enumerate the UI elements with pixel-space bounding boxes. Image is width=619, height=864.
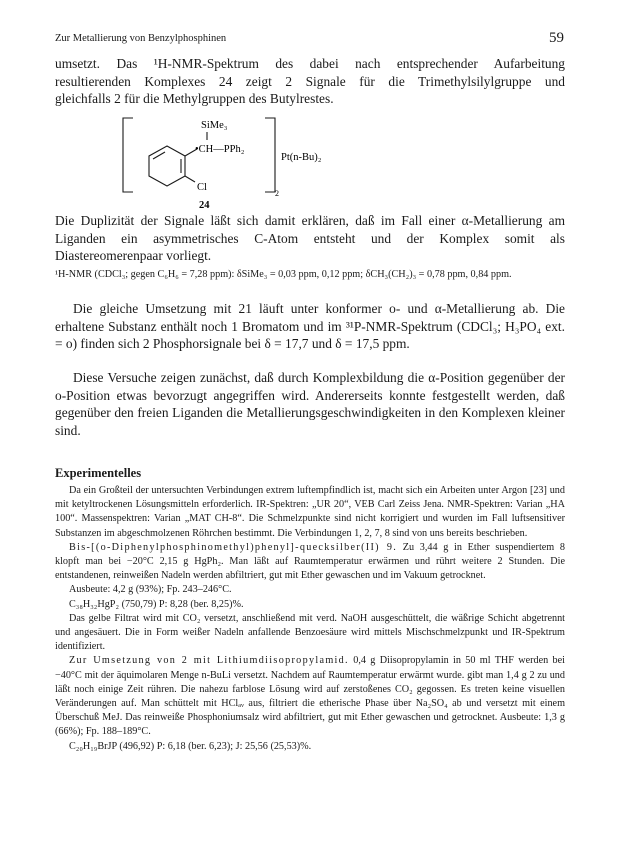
- nmr-note: ¹H-NMR (CDCl₃; gegen C₆H₆ = 7,28 ppm): δSiMe₃ = 0,03 ppm, 0,12 ppm; δCH₃(CH₂)₃ = 0,78 ppm, 0,84 ppm.: [55, 269, 512, 280]
- section-heading: Experimentelles: [55, 466, 142, 480]
- paragraph-reaction-21: Die gleiche Umsetzung mit 21 läuft unter konformer o- und α-Metallierung ab. Die erhaltene Substanz enthält noch 1 Bromatom und im ³¹P-NMR-Spektrum (CDCl₃; H₃PO₄ ext. = o) finden sich 2 Phosphorsignale bei δ = 17,7 und δ = 17,5 ppm.: [55, 301, 565, 352]
- bracket-right: [265, 118, 275, 192]
- chemical-structure-24: [115, 110, 355, 210]
- bracket-left: [123, 118, 133, 192]
- paragraph-intro: [55, 55, 565, 108]
- paragraph-duplicity: Die Duplizität der Signale läßt sich damit erklären, daß im Fall einer α-Metallierung am Liganden ein asymmetrisches C-Atom entsteht und der Komplex somit als Diastereomerenpaar vorliegt.: [55, 213, 565, 264]
- compound-number: 24: [199, 200, 210, 210]
- experimental-paragraph: [55, 541, 565, 584]
- paragraph-line: umsetzt. Das ¹H-NMR-Spektrum des dabei nach entsprechender Aufarbeitung: [55, 56, 565, 71]
- procedure-text: Zu 3,44 g in Ether suspendiertem 8 klopft man bei −20°C 2,15 g HgPh₂. Man läßt auf Raumtemperatur erwärmen und rührt weitere 2 Stunden. Die entstandenen, reinweißen Nadeln werden abfiltriert, gut mit Ether gewaschen und im Vakuum getrocknet.: [55, 541, 566, 582]
- experimental-section: [55, 484, 565, 754]
- procedure-title: Zur Umsetzung von 2 mit Lithiumdiisopropylamid.: [69, 655, 349, 667]
- procedure-text: 0,4 g Diisopropylamin in 50 ml THF werden bei −40°C mit der äquimolaren Menge n-BuLi versetzt. Nachdem auf Raumtemperatur erwärmt wurde. gibt man 1,4 g 2 zu und läßt noch einige Zeit rühren. Die nahezu farblose Lösung wird auf zerstoßenes CO₂ gegossen. Es treten keine visuellen Veränderungen auf. Man schüttelt mit HClₐᵥ aus, filtriert die etherische Phase über Na₂SO₄ ab und versetzt mit einem Überschuß MeJ. Das reinweiße Phosphoniumsalz wird abfiltriert, gut mit Ether gewaschen und getrocknet. Ausbeute: 1,3 g (66%); Fp. 188–189°C.: [55, 655, 566, 738]
- paragraph-line: gleichfalls 2 für die Methylgruppen des Butylrestes.: [55, 91, 334, 107]
- analysis-line: C₂₀H₁₉BrJP (496,92) P: 6,18 (ber. 6,23); J: 25,56 (25,53)%.: [69, 740, 312, 752]
- cl-label: Cl: [197, 182, 207, 193]
- paragraph-conclusion: Diese Versuche zeigen zunächst, daß durch Komplexbildung die α-Position gegenüber der o-Position etwas bevorzugt angegriffen wird. Andererseits konnte festgestellt werden, daß gegenüber den freien Liganden die Metallierungsgeschwindigkeiten in den Komplexen kleiner sind.: [55, 370, 565, 438]
- running-head: [55, 30, 564, 47]
- procedure-title: Bis-[(o-Diphenylphosphinomethyl)phenyl]-quecksilber(II) 9.: [69, 541, 398, 553]
- bracket-subscript: 2: [275, 189, 279, 198]
- yield-line: Ausbeute: 4,2 g (93%); Fp. 243–246°C.: [69, 584, 232, 596]
- ch-pph2-label: •CH—PPh₂: [195, 144, 245, 155]
- paragraph-line: resultierenden Komplexes 24 zeigt 2 Signale für die Trimethylsilylgruppe und: [55, 73, 565, 89]
- pt-label: Pt(n-Bu)₂: [281, 152, 322, 163]
- running-title: Zur Metallierung von Benzylphosphinen: [55, 33, 227, 44]
- page-number: 59: [549, 30, 564, 46]
- analysis-line: C₃₈H₃₂HgP₂ (750,79) P: 8,28 (ber. 8,25)%.: [69, 598, 244, 610]
- experimental-paragraph: Da ein Großteil der untersuchten Verbindungen extrem luftempfindlich ist, macht sich ein Arbeiten unter Argon [23] und mit ketyltrockenen Lösungsmitteln erforderlich. IR-Spektren: „UR 20“, VEB Carl Zeiss Jena. NMR-Spektren: Varian „HA 100“. Massenspektren: Varian „MAT CH-8“. Die Schmelzpunkte sind nicht korrigiert und wurden im Fall luftsensitiver Substanzen im abgeschmolzenen Röhrchen bestimmt. Die Verbindungen 1, 2, 7, 8 sind von uns bereits beschrieben.: [55, 485, 565, 539]
- benzene-ring: [149, 146, 185, 186]
- experimental-paragraph: Das gelbe Filtrat wird mit CO₂ versetzt, anschließend mit verd. NaOH ausgeschüttelt, die wäßrige Schicht abgetrennt und angesäuert. Die in Form weißer Nadeln anfallende Benzoesäure wird mittels Mischschmelzpunkt und IR-Spektrum identifiziert.: [55, 612, 565, 653]
- experimental-paragraph: [55, 654, 565, 739]
- sime3-label: SiMe₃: [201, 120, 228, 131]
